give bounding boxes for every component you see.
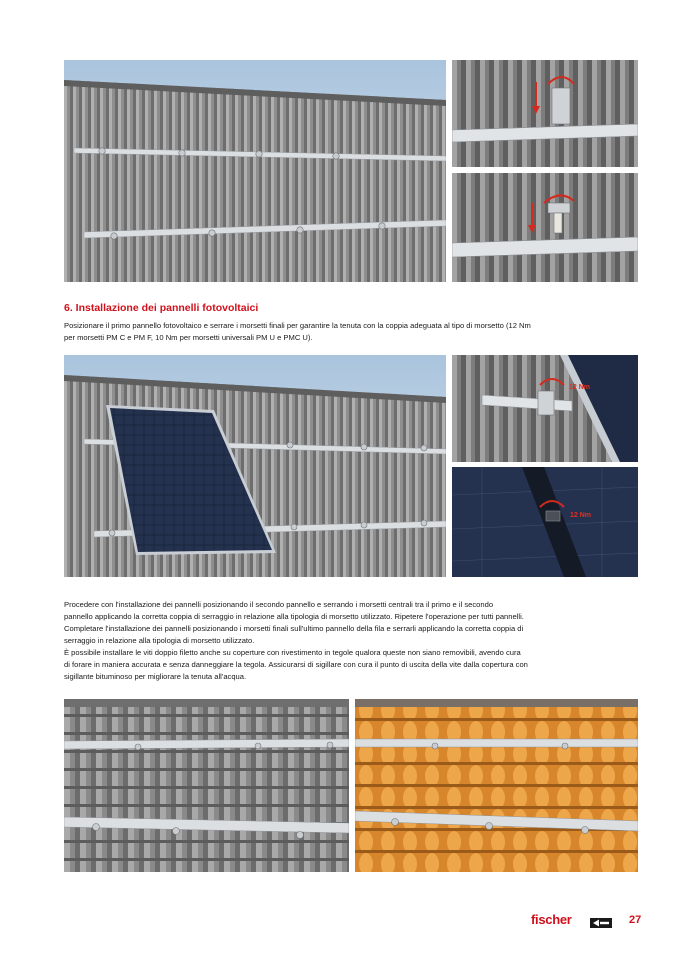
body-line: Procedere con l'installazione dei pannelli posizionando il secondo pannello e serrando i morsetti centrali tra il primo e il secondo bbox=[64, 600, 494, 609]
body-line: serraggio in relazione alla tipologia di morsetto utilizzato. bbox=[64, 636, 255, 645]
brand-mark-icon bbox=[590, 915, 612, 925]
body-line: Completare l'installazione dei pannelli posizionando i morsetti finali sull'ultimo pannello della fila e serrarli applicando la corretta coppia di bbox=[64, 624, 524, 633]
grey-tile-roof-photo bbox=[64, 699, 349, 872]
section-title: 6. Installazione dei pannelli fotovoltaici bbox=[64, 302, 259, 314]
torque-label-end-clamp: 12 Nm bbox=[569, 384, 591, 391]
first-panel-photo bbox=[64, 355, 446, 577]
body-line: sigillante bituminoso per migliorare la tenuta all'acqua. bbox=[64, 672, 247, 681]
intro-line: per morsetti PM C e PM F, 10 Nm per morsetti universali PM U e PMC U). bbox=[64, 333, 313, 342]
brand-logo: fischer bbox=[531, 912, 572, 927]
middle-clamp-torque-photo bbox=[452, 467, 638, 577]
hook-closeup-photo-2 bbox=[452, 173, 638, 282]
body-paragraph bbox=[64, 599, 640, 683]
roof-rails-photo bbox=[64, 60, 446, 282]
orange-tile-roof-photo bbox=[355, 699, 638, 872]
end-clamp-torque-photo bbox=[452, 355, 638, 462]
torque-label-middle-clamp: 12 Nm bbox=[570, 512, 592, 519]
body-line: di forare in maniera accurata e senza danneggiare la tegola. Assicurarsi di sigillare con cura il punto di uscita della vite dalla copertura con bbox=[64, 660, 528, 669]
intro-line: Posizionare il primo pannello fotovoltaico e serrare i morsetti finali per garantire la tenuta con la coppia adeguata al tipo di morsetto (12 Nm bbox=[64, 321, 531, 330]
hook-closeup-photo-1 bbox=[452, 60, 638, 167]
body-line: pannello applicando la corretta coppia di serraggio in relazione alla tipologia di morsetto utilizzato. Ripetere l'operazione per tutti pannelli. bbox=[64, 612, 524, 621]
intro-paragraph bbox=[64, 320, 640, 344]
body-line: È possibile installare le viti doppio filetto anche su coperture con rivestimento in tegole qualora queste non siano removibili, avendo cura bbox=[64, 648, 521, 657]
page-number: 27 bbox=[629, 914, 642, 926]
